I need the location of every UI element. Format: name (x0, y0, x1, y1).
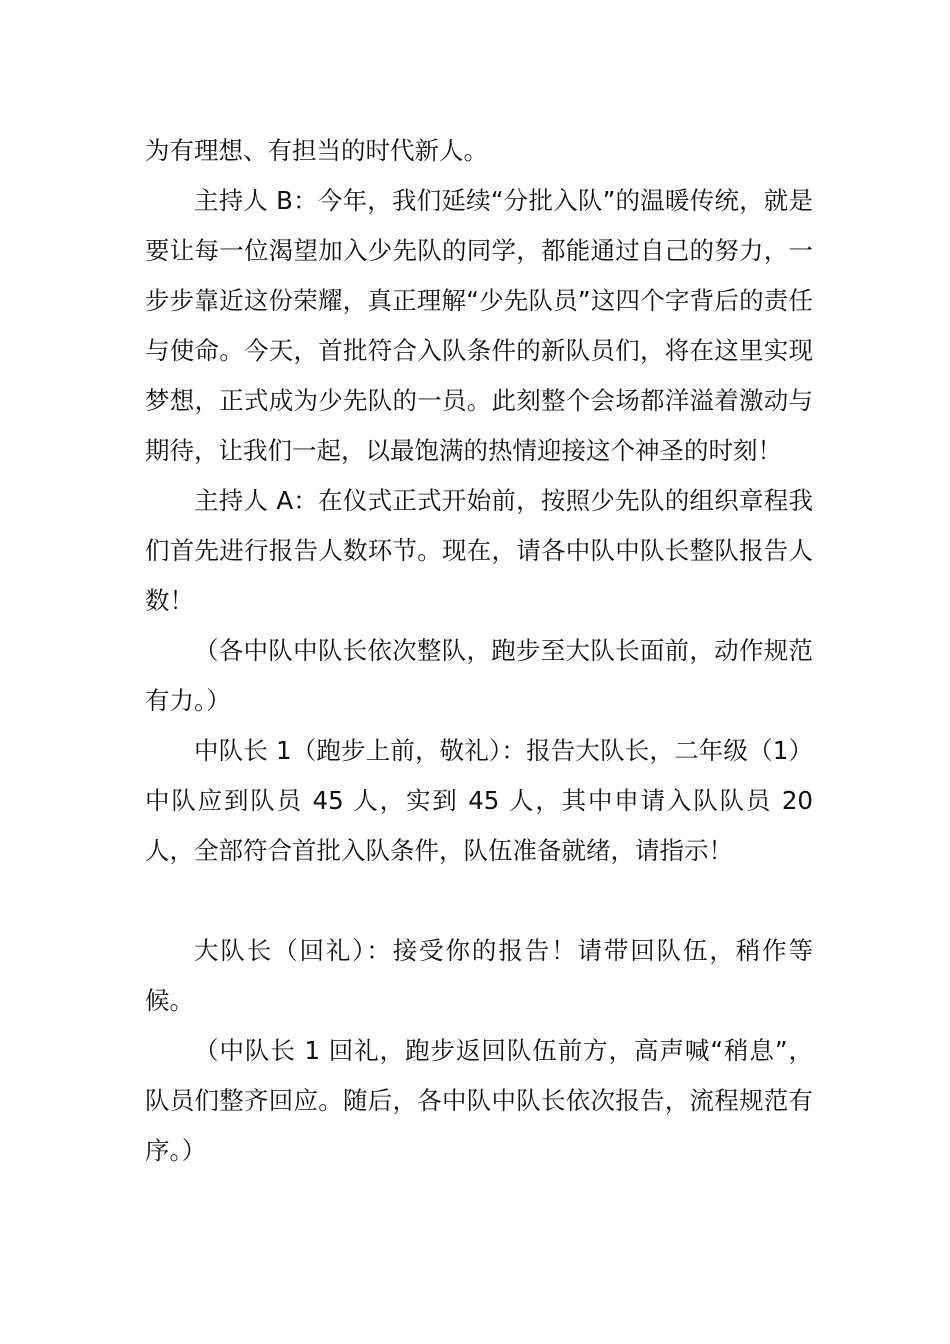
document-page (145, 126, 813, 1176)
paragraph-gap (145, 876, 813, 926)
paragraph-4: （各中队中队长依次整队，跑步至大队长面前，动作规范有力。） (145, 636, 813, 715)
paragraph-5: 中队长 1（跑步上前，敬礼）：报告大队长，二年级（1）中队应到队员 45 人，实到 45 人，其中申请入队队员 20 人，全部符合首批入队条件，队伍准备就绪，请指示！ (145, 736, 813, 865)
paragraph-2: 主持人 B：今年，我们延续“分批入队”的温暖传统，就是要让每一位渴望加入少先队的同学，都能通过自己的努力，一步步靠近这份荣耀，真正理解“少先队员”这四个字背后的责任与使命。今天，首批符合入队条件的新队员们，将在这里实现梦想，正式成为少先队的一员。此刻整个会场都洋溢着激动与期待，让我们一起，以最饱满的热情迎接这个神圣的时刻！ (145, 186, 813, 465)
paragraph-1: 为有理想、有担当的时代新人。 (145, 136, 488, 165)
paragraph-6: 大队长（回礼）：接受你的报告！请带回队伍，稍作等候。 (145, 936, 813, 1015)
paragraph-7: （中队长 1 回礼，跑步返回队伍前方，高声喊“稍息”，队员们整齐回应。随后，各中队中队长依次报告，流程规范有序。） (145, 1036, 813, 1165)
paragraph-3: 主持人 A：在仪式正式开始前，按照少先队的组织章程我们首先进行报告人数环节。现在，请各中队中队长整队报告人数！ (145, 486, 813, 615)
